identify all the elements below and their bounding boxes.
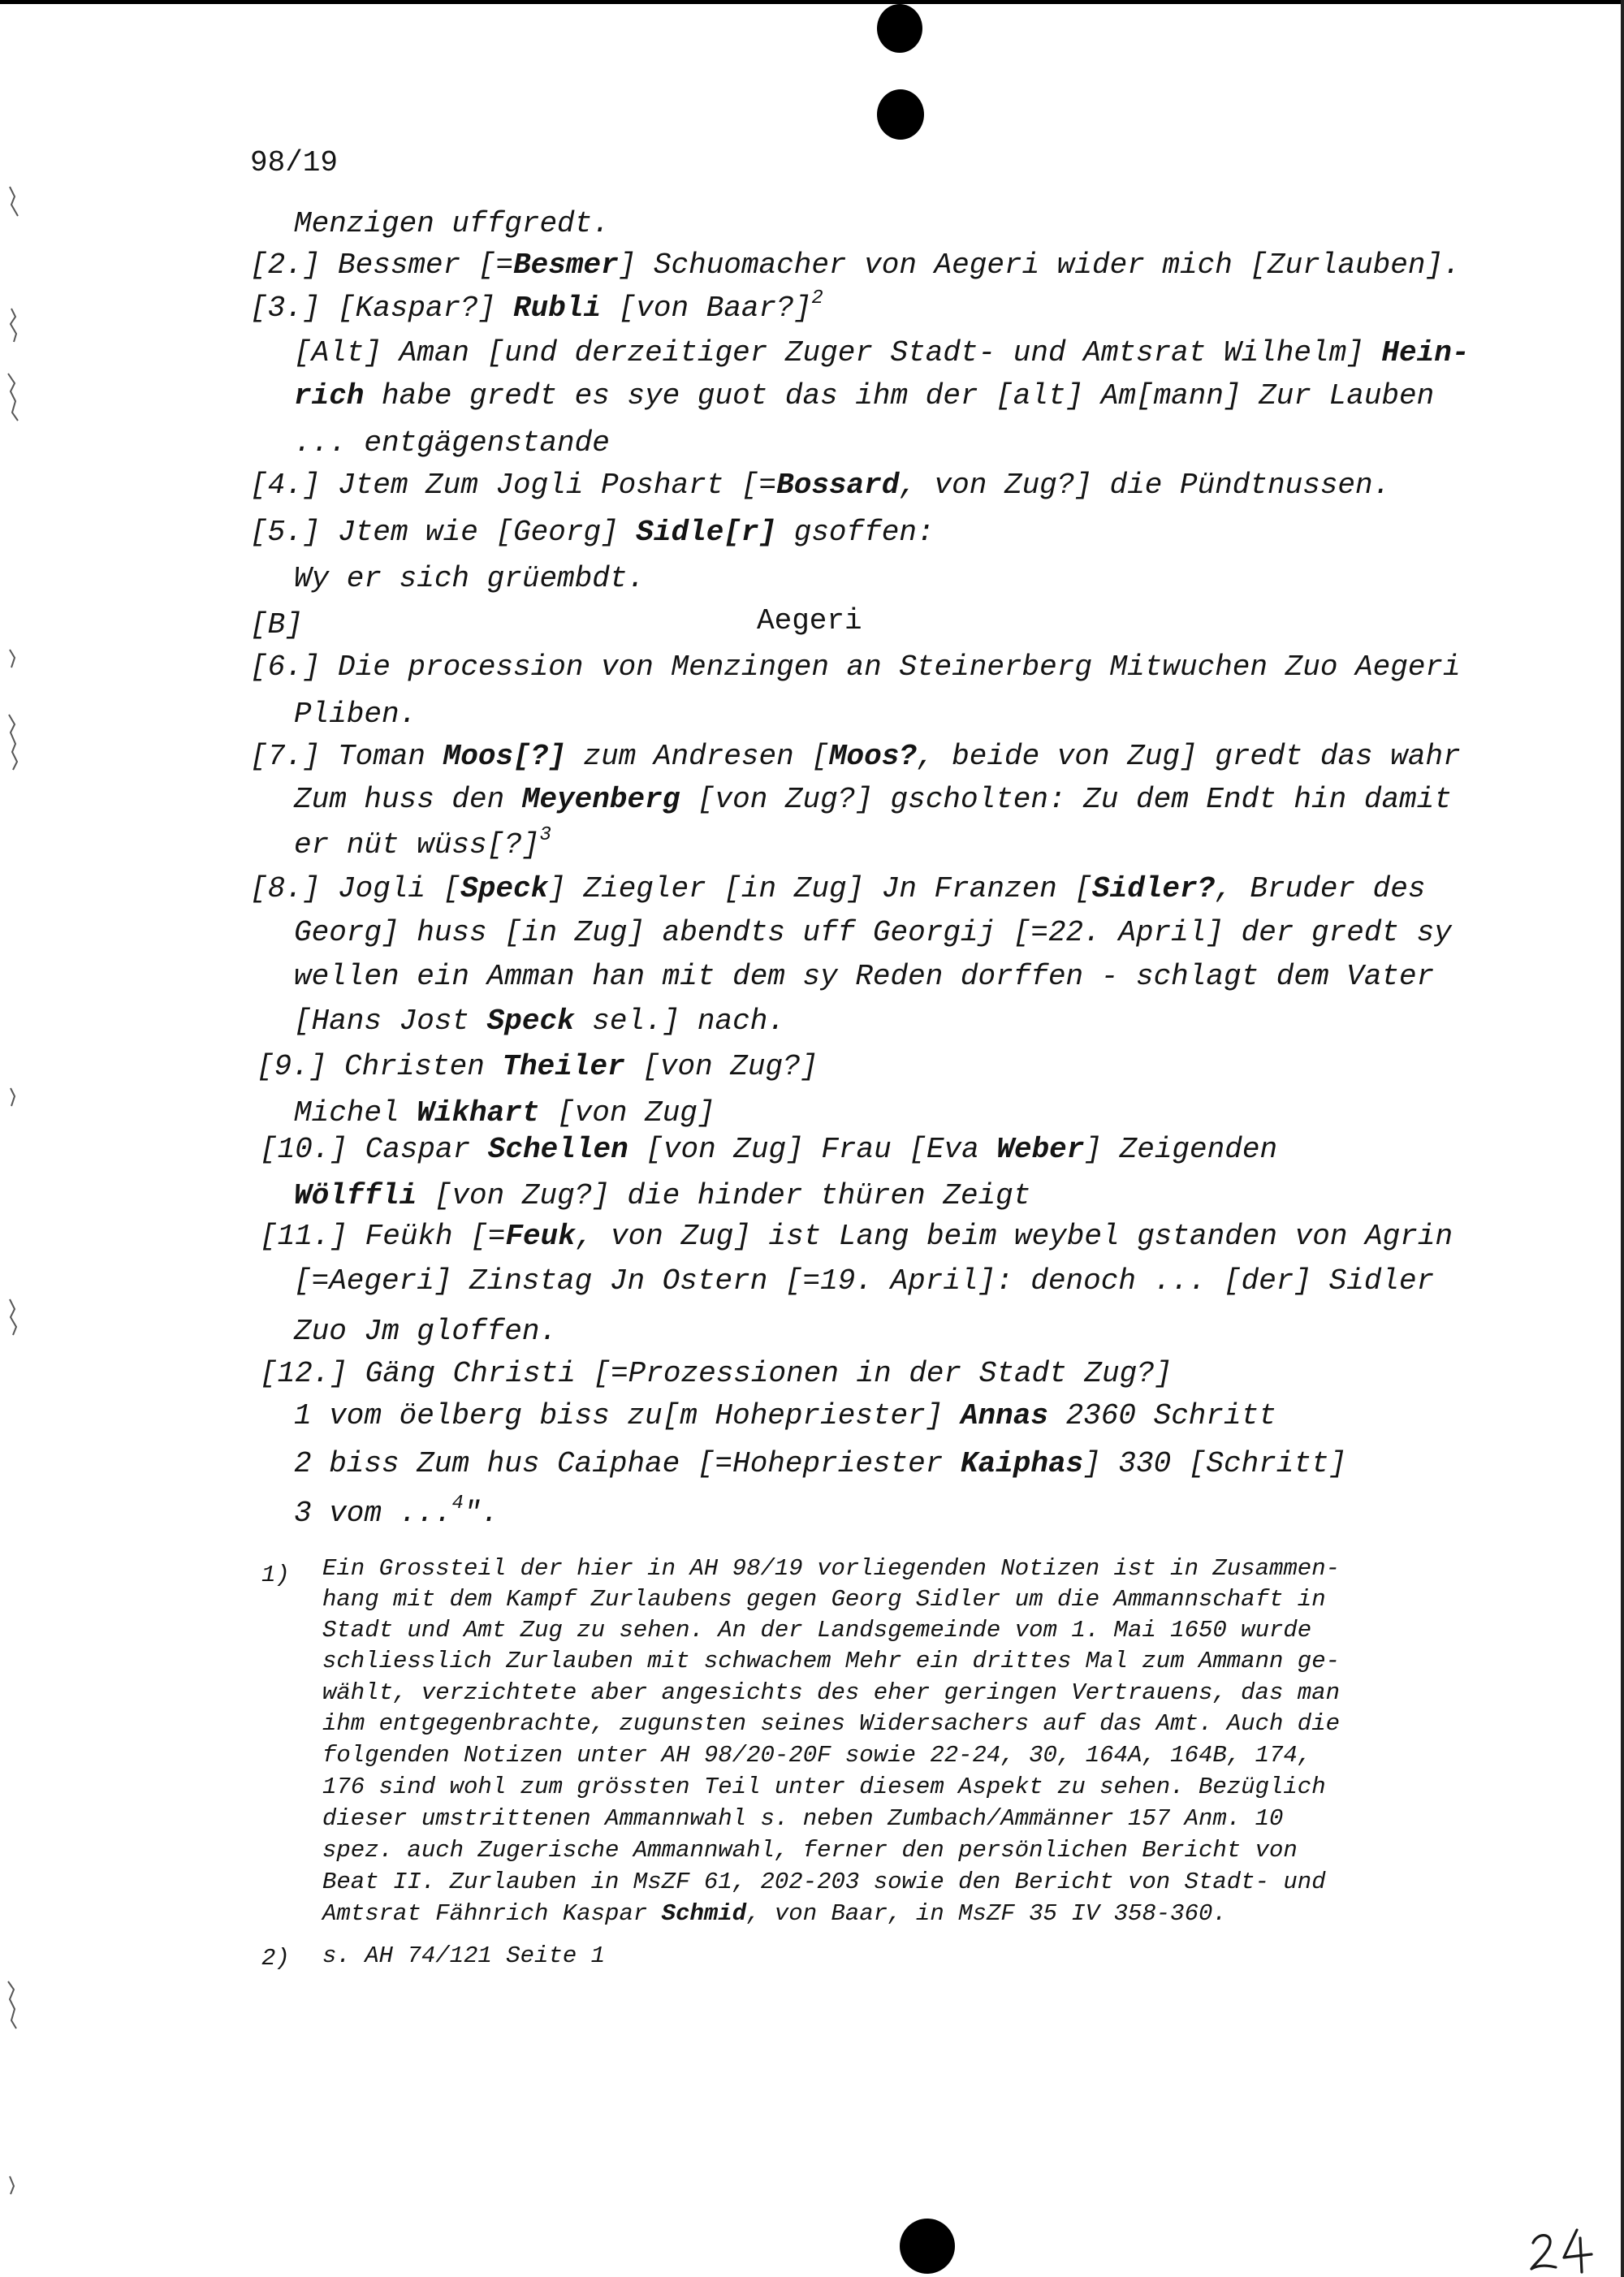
bold-name: Rubli [513,292,602,325]
bold-name: Wölffli [294,1179,417,1212]
entry-line: rich habe gredt es sye guot das ihm der [alt] Am[mann] Zur Lauben [294,379,1435,413]
footnote-marker: 2) [261,1945,290,1972]
entry-line: [6.] Die procession von Menzingen an Steinerberg Mitwuchen Zuo Aegeri [250,650,1461,684]
footnote-ref: 4 [451,1493,464,1514]
punch-hole [877,4,922,53]
entry-line: ... entgägenstande [294,426,610,460]
bold-name: Moos[?] [443,740,566,773]
entry-line: [3.] [Kaspar?] Rubli [von Baar?]$^2$ [250,287,823,325]
entry-line: Wölffli [von Zug?] die hinder thüren Zeigt [294,1179,1031,1212]
bold-name: Feuk [505,1220,576,1253]
entry-line: 1 vom öelberg biss zu[m Hohepriester] Annas 2360 Schritt [294,1399,1276,1432]
entry-line: [Hans Jost Speck sel.] nach. [294,1005,785,1038]
entry-line: wellen ein Amman han mit dem sy Reden dorffen - schlagt dem Vater [294,960,1435,993]
footnote-marker: 1) [261,1562,290,1588]
punch-hole [877,89,924,140]
footnote-line: spez. auch Zugerische Ammannwahl, ferner den persönlichen Bericht von [322,1837,1298,1864]
footnote-ref: 3 [539,824,551,846]
scan-noise-left-edge [0,0,32,2277]
footnote-line: s. AH 74/121 Seite 1 [322,1942,606,1969]
entry-line: [7.] Toman Moos[?] zum Andresen [Moos?, beide von Zug] gredt das wahr [250,740,1461,773]
entry-line: 2 biss Zum hus Caiphae [=Hohepriester Kaiphas] 330 [Schritt] [294,1447,1347,1480]
footnote-line: wählt, verzichtete aber angesichts des eher geringen Vertrauens, das man [322,1679,1341,1706]
entry-line: [12.] Gäng Christi [=Prozessionen in der Stadt Zug?] [260,1357,1173,1390]
footnote-line: ihm entgegenbrachte, zugunsten seines Widersachers auf das Amt. Auch die [322,1710,1341,1737]
entry-line: Michel Wikhart [von Zug] [294,1096,715,1130]
entry-line: Menzigen uffgredt. [294,207,610,240]
entry-line: [10.] Caspar Schellen [von Zug] Frau [Eva Weber] Zeigenden [260,1133,1278,1166]
entry-line: [5.] Jtem wie [Georg] Sidle[r] gsoffen: [250,516,935,549]
footnote-line: Beat II. Zurlauben in MsZF 61, 202-203 sowie den Bericht von Stadt- und [322,1869,1326,1895]
top-edge-line [0,0,1624,4]
bold-name: Hein- [1381,336,1470,369]
section-marker: [B] [250,608,303,642]
bold-name: Bossard [776,469,900,502]
entry-line: Zum huss den Meyenberg [von Zug?] gscholten: Zu dem Endt hin damit [294,783,1452,816]
bold-name: Schmid [661,1900,747,1927]
entry-line: [11.] Feükh [=Feuk, von Zug] ist Lang beim weybel gstanden von Agrin [260,1220,1453,1253]
entry-line: [9.] Christen Theiler [von Zug?] [257,1050,818,1083]
entry-line: [4.] Jtem Zum Jogli Poshart [=Bossard, von Zug?] die Pündtnussen. [250,469,1391,502]
bold-name: Theiler [502,1050,625,1083]
bold-name: Sidle[r] [636,516,777,549]
bold-name: Annas [960,1399,1048,1432]
footnote-line: Ein Grossteil der hier in AH 98/19 vorliegenden Notizen ist in Zusammen- [322,1555,1341,1582]
entry-line: Georg] huss [in Zug] abendts uff Georgij [=22. April] der gredt sy [294,916,1452,949]
bold-name: Wikhart [417,1096,540,1130]
footnote-line: 176 sind wohl zum grössten Teil unter diesem Aspekt zu sehen. Bezüglich [322,1774,1326,1800]
entry-line: [=Aegeri] Zinstag Jn Ostern [=19. April]: denoch ... [der] Sidler [294,1264,1435,1298]
footnote-line: Amtsrat Fähnrich Kaspar Schmid, von Baar, in MsZF 35 IV 358-360. [322,1900,1227,1927]
bold-name: Weber [996,1133,1085,1166]
bold-name: Meyenberg [521,783,680,816]
entry-line: [2.] Bessmer [=Besmer] Schuomacher von Aegeri wider mich [Zurlauben]. [250,248,1461,282]
bold-name: Kaiphas [960,1447,1084,1480]
footnote-line: Stadt und Amt Zug zu sehen. An der Landsgemeinde vom 1. Mai 1650 wurde [322,1617,1312,1644]
entry-line: [Alt] Aman [und derzeitiger Zuger Stadt- und Amtsrat Wilhelm] Hein- [294,336,1470,369]
entry-line: Pliben. [294,698,417,731]
entry-line: Wy er sich grüembdt. [294,562,646,595]
entry-line: 3 vom ...$^4$". [294,1493,499,1530]
footnote-line: schliesslich Zurlauben mit schwachem Mehr ein drittes Mal zum Ammann ge- [322,1648,1341,1674]
handwritten-page-number [1527,2227,1600,2275]
footnote-ref: 2 [811,287,823,309]
bold-name: Moos? [828,740,917,773]
right-edge-line [1621,0,1624,2277]
footnote-line: folgenden Notizen unter AH 98/20-20F sowie 22-24, 30, 164A, 164B, 174, [322,1742,1312,1769]
entry-line: Zuo Jm gloffen. [294,1315,558,1348]
bold-name: rich [294,379,365,413]
footnote-line: hang mit dem Kampf Zurlaubens gegen Georg Sidler um die Ammannschaft in [322,1586,1326,1613]
punch-hole [900,2219,955,2274]
bold-name: Sidler? [1092,872,1216,905]
entry-line: [8.] Jogli [Speck] Ziegler [in Zug] Jn Franzen [Sidler?, Bruder des [250,872,1426,905]
bold-name: Speck [486,1005,575,1038]
bold-name: Schellen [487,1133,628,1166]
bold-name: Speck [460,872,549,905]
entry-line: er nüt wüss[?]$^3$ [294,824,551,862]
bold-name: Besmer [513,248,619,282]
section-heading: Aegeri [757,604,862,637]
archive-reference: 98/19 [250,146,339,179]
footnote-line: dieser umstrittenen Ammannwahl s. neben Zumbach/Ammänner 157 Anm. 10 [322,1805,1284,1832]
